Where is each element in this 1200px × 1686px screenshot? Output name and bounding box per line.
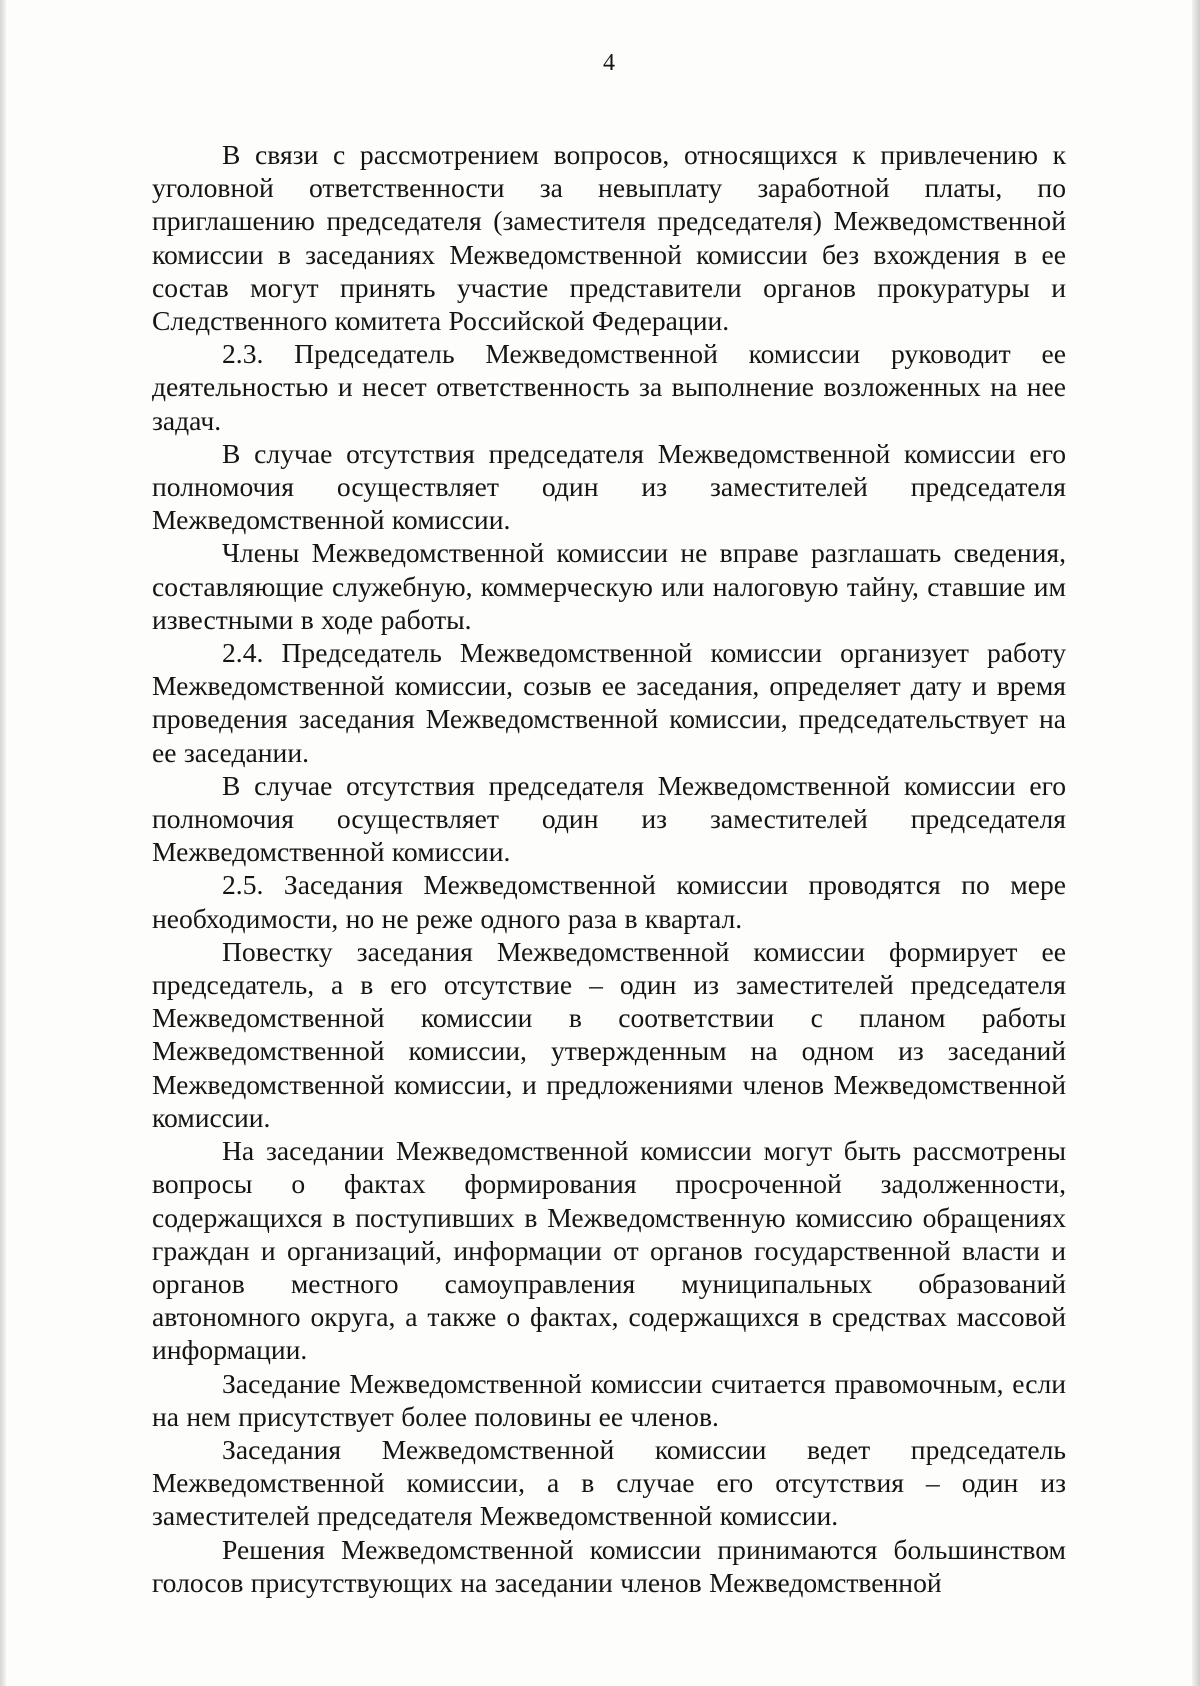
paragraph-2-3: 2.3. Председатель Межведомственной комиссии руководит ее деятельностью и несет ответственность за выполнение возложенных на нее задач. <box>152 338 1066 436</box>
page-number: 4 <box>603 50 615 76</box>
scan-edge-right <box>1192 0 1200 1686</box>
document-body <box>152 138 1066 1599</box>
paragraph-participation: В связи с рассмотрением вопросов, относящихся к привлечению к уголовной ответственности за невыплату заработной платы, по приглашению председателя (заместителя председателя) Межведомственной комиссии в заседаниях Межведомственной комиссии без вхождения в ее состав могут принять участие представители органов прокуратуры и Следственного комитета Российской Федерации. <box>152 139 1066 337</box>
paragraph-agenda: Повестку заседания Межведомственной комиссии формирует ее председатель, а в его отсутствие – один из заместителей председателя Межведомственной комиссии в соответствии с планом работы Межведомственной комиссии, утвержденным на одном из заседаний Межведомственной комиссии, и предложениями членов Межведомственной комиссии. <box>152 935 1066 1133</box>
paragraph-meeting-chair: Заседания Межведомственной комиссии ведет председатель Межведомственной комиссии, а в случае его отсутствия – один из заместителей председателя Межведомственной комиссии. <box>152 1433 1066 1532</box>
paragraph-overdue-debt: На заседании Межведомственной комиссии могут быть рассмотрены вопросы о фактах формирования просроченной задолженности, содержащихся в поступивших в Межведомственную комиссию обращениях граждан и организаций, информации от органов государственной власти и органов местного самоуправления муниципальных образований автономного округа, а также о фактах, содержащихся в средствах массовой информации. <box>152 1135 1066 1366</box>
paragraph-2-4: 2.4. Председатель Межведомственной комиссии организует работу Межведомственной комиссии, созыв ее заседания, определяет дату и время проведения заседания Межведомственной комиссии, председательствует на ее заседании. <box>152 637 1066 768</box>
paragraph-confidentiality: Члены Межведомственной комиссии не вправе разглашать сведения, составляющие служебную, коммерческую или налоговую тайну, ставшие им известными в ходе работы. <box>152 537 1066 635</box>
paragraph-quorum: Заседание Межведомственной комиссии считается правомочным, если на нем присутствует более половины ее членов. <box>152 1367 1066 1432</box>
scan-edge-left <box>0 0 6 1686</box>
paragraph-chair-absence-2: В случае отсутствия председателя Межведомственной комиссии его полномочия осуществляет один из заместителей председателя Межведомственной комиссии. <box>152 769 1066 868</box>
paragraph-decisions: Решения Межведомственной комиссии принимаются большинством голосов присутствующих на заседании членов Межведомственной <box>152 1533 1066 1598</box>
paragraph-chair-absence: В случае отсутствия председателя Межведомственной комиссии его полномочия осуществляет один из заместителей председателя Межведомственной комиссии. <box>152 437 1066 536</box>
paragraph-2-5: 2.5. Заседания Межведомственной комиссии проводятся по мере необходимости, но не реже одного раза в квартал. <box>152 869 1066 934</box>
